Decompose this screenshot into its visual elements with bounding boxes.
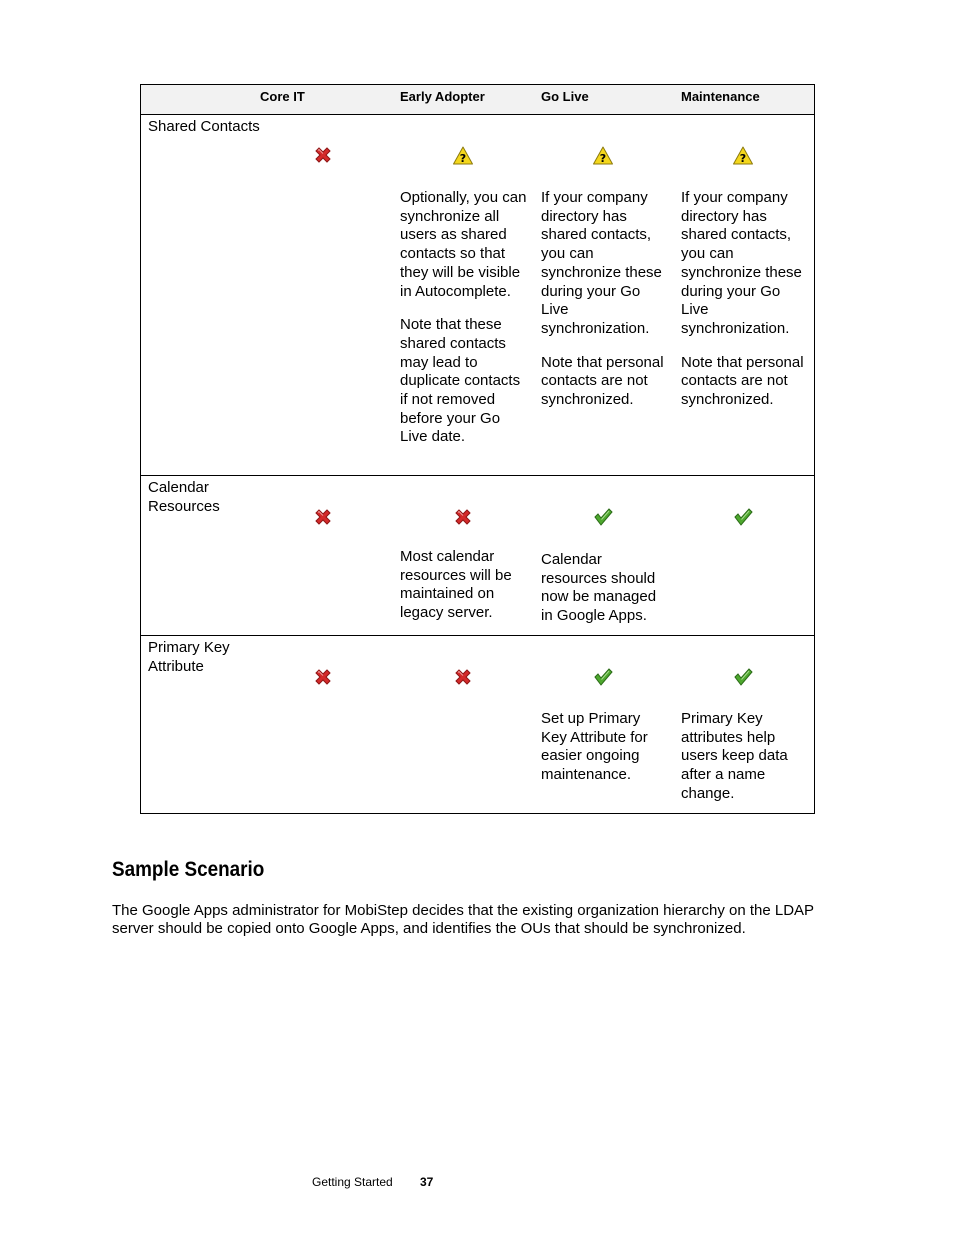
- check-icon: [592, 666, 614, 688]
- note-go-live: Set up Primary Key Attribute for easier ongoing maintenance.: [541, 710, 648, 784]
- table-row-primary-key-attribute: [141, 636, 814, 813]
- warning-question-icon: [732, 145, 754, 167]
- check-icon: [732, 666, 754, 688]
- header-early-adopter: Early Adopter: [400, 89, 485, 104]
- header-core-it: Core IT: [260, 89, 305, 104]
- cross-icon: [452, 506, 474, 528]
- cross-icon: [312, 666, 334, 688]
- note-paragraph: Note that personal contacts are not synchronized.: [541, 353, 664, 409]
- footer-chapter: Getting Started: [312, 1175, 393, 1189]
- note-paragraph: If your company directory has shared contacts, you can synchronize these during your Go Live synchronization.: [541, 189, 662, 337]
- note-early-adopter: Most calendar resources will be maintained on legacy server.: [400, 548, 512, 622]
- cross-icon: [312, 144, 334, 166]
- note-paragraph: Note that these shared contacts may lead to duplicate contacts if not removed before your Go Live date.: [400, 316, 521, 446]
- section-heading: Sample Scenario: [112, 858, 265, 881]
- check-icon: [732, 506, 754, 528]
- header-maintenance: Maintenance: [681, 89, 760, 104]
- header-go-live: Go Live: [541, 89, 589, 104]
- cross-icon: [452, 666, 474, 688]
- table-row-calendar-resources: [141, 476, 814, 636]
- warning-question-icon: [452, 145, 474, 167]
- note-go-live: [541, 189, 669, 410]
- note-early-adopter: [400, 189, 528, 447]
- note-paragraph: If your company directory has shared contacts, you can synchronize these during your Go Live synchronization.: [681, 189, 802, 337]
- note-paragraph: Note that personal contacts are not synchronized.: [681, 353, 804, 409]
- check-icon: [592, 506, 614, 528]
- table-row-shared-contacts: [141, 115, 814, 476]
- table-header-row: [141, 85, 814, 115]
- note-go-live: Calendar resources should now be managed in Google Apps.: [541, 551, 657, 625]
- row-label: Primary Key Attribute: [148, 639, 230, 675]
- note-maintenance: [681, 189, 809, 410]
- note-maintenance: Primary Key attributes help users keep data after a name change.: [681, 710, 788, 802]
- row-label: Calendar Resources: [148, 479, 220, 515]
- cross-icon: [312, 506, 334, 528]
- note-paragraph: Optionally, you can synchronize all users as shared contacts so that they will be visible in Autocomplete.: [400, 189, 527, 300]
- body-paragraph: The Google Apps administrator for MobiStep decides that the existing organization hierarchy on the LDAP server should be copied onto Google Apps, and identifies the OUs that should be synchronized.: [112, 902, 814, 937]
- comparison-table: [140, 84, 815, 814]
- warning-question-icon: [592, 145, 614, 167]
- row-label: Shared Contacts: [148, 118, 260, 135]
- page-number: 37: [420, 1175, 434, 1189]
